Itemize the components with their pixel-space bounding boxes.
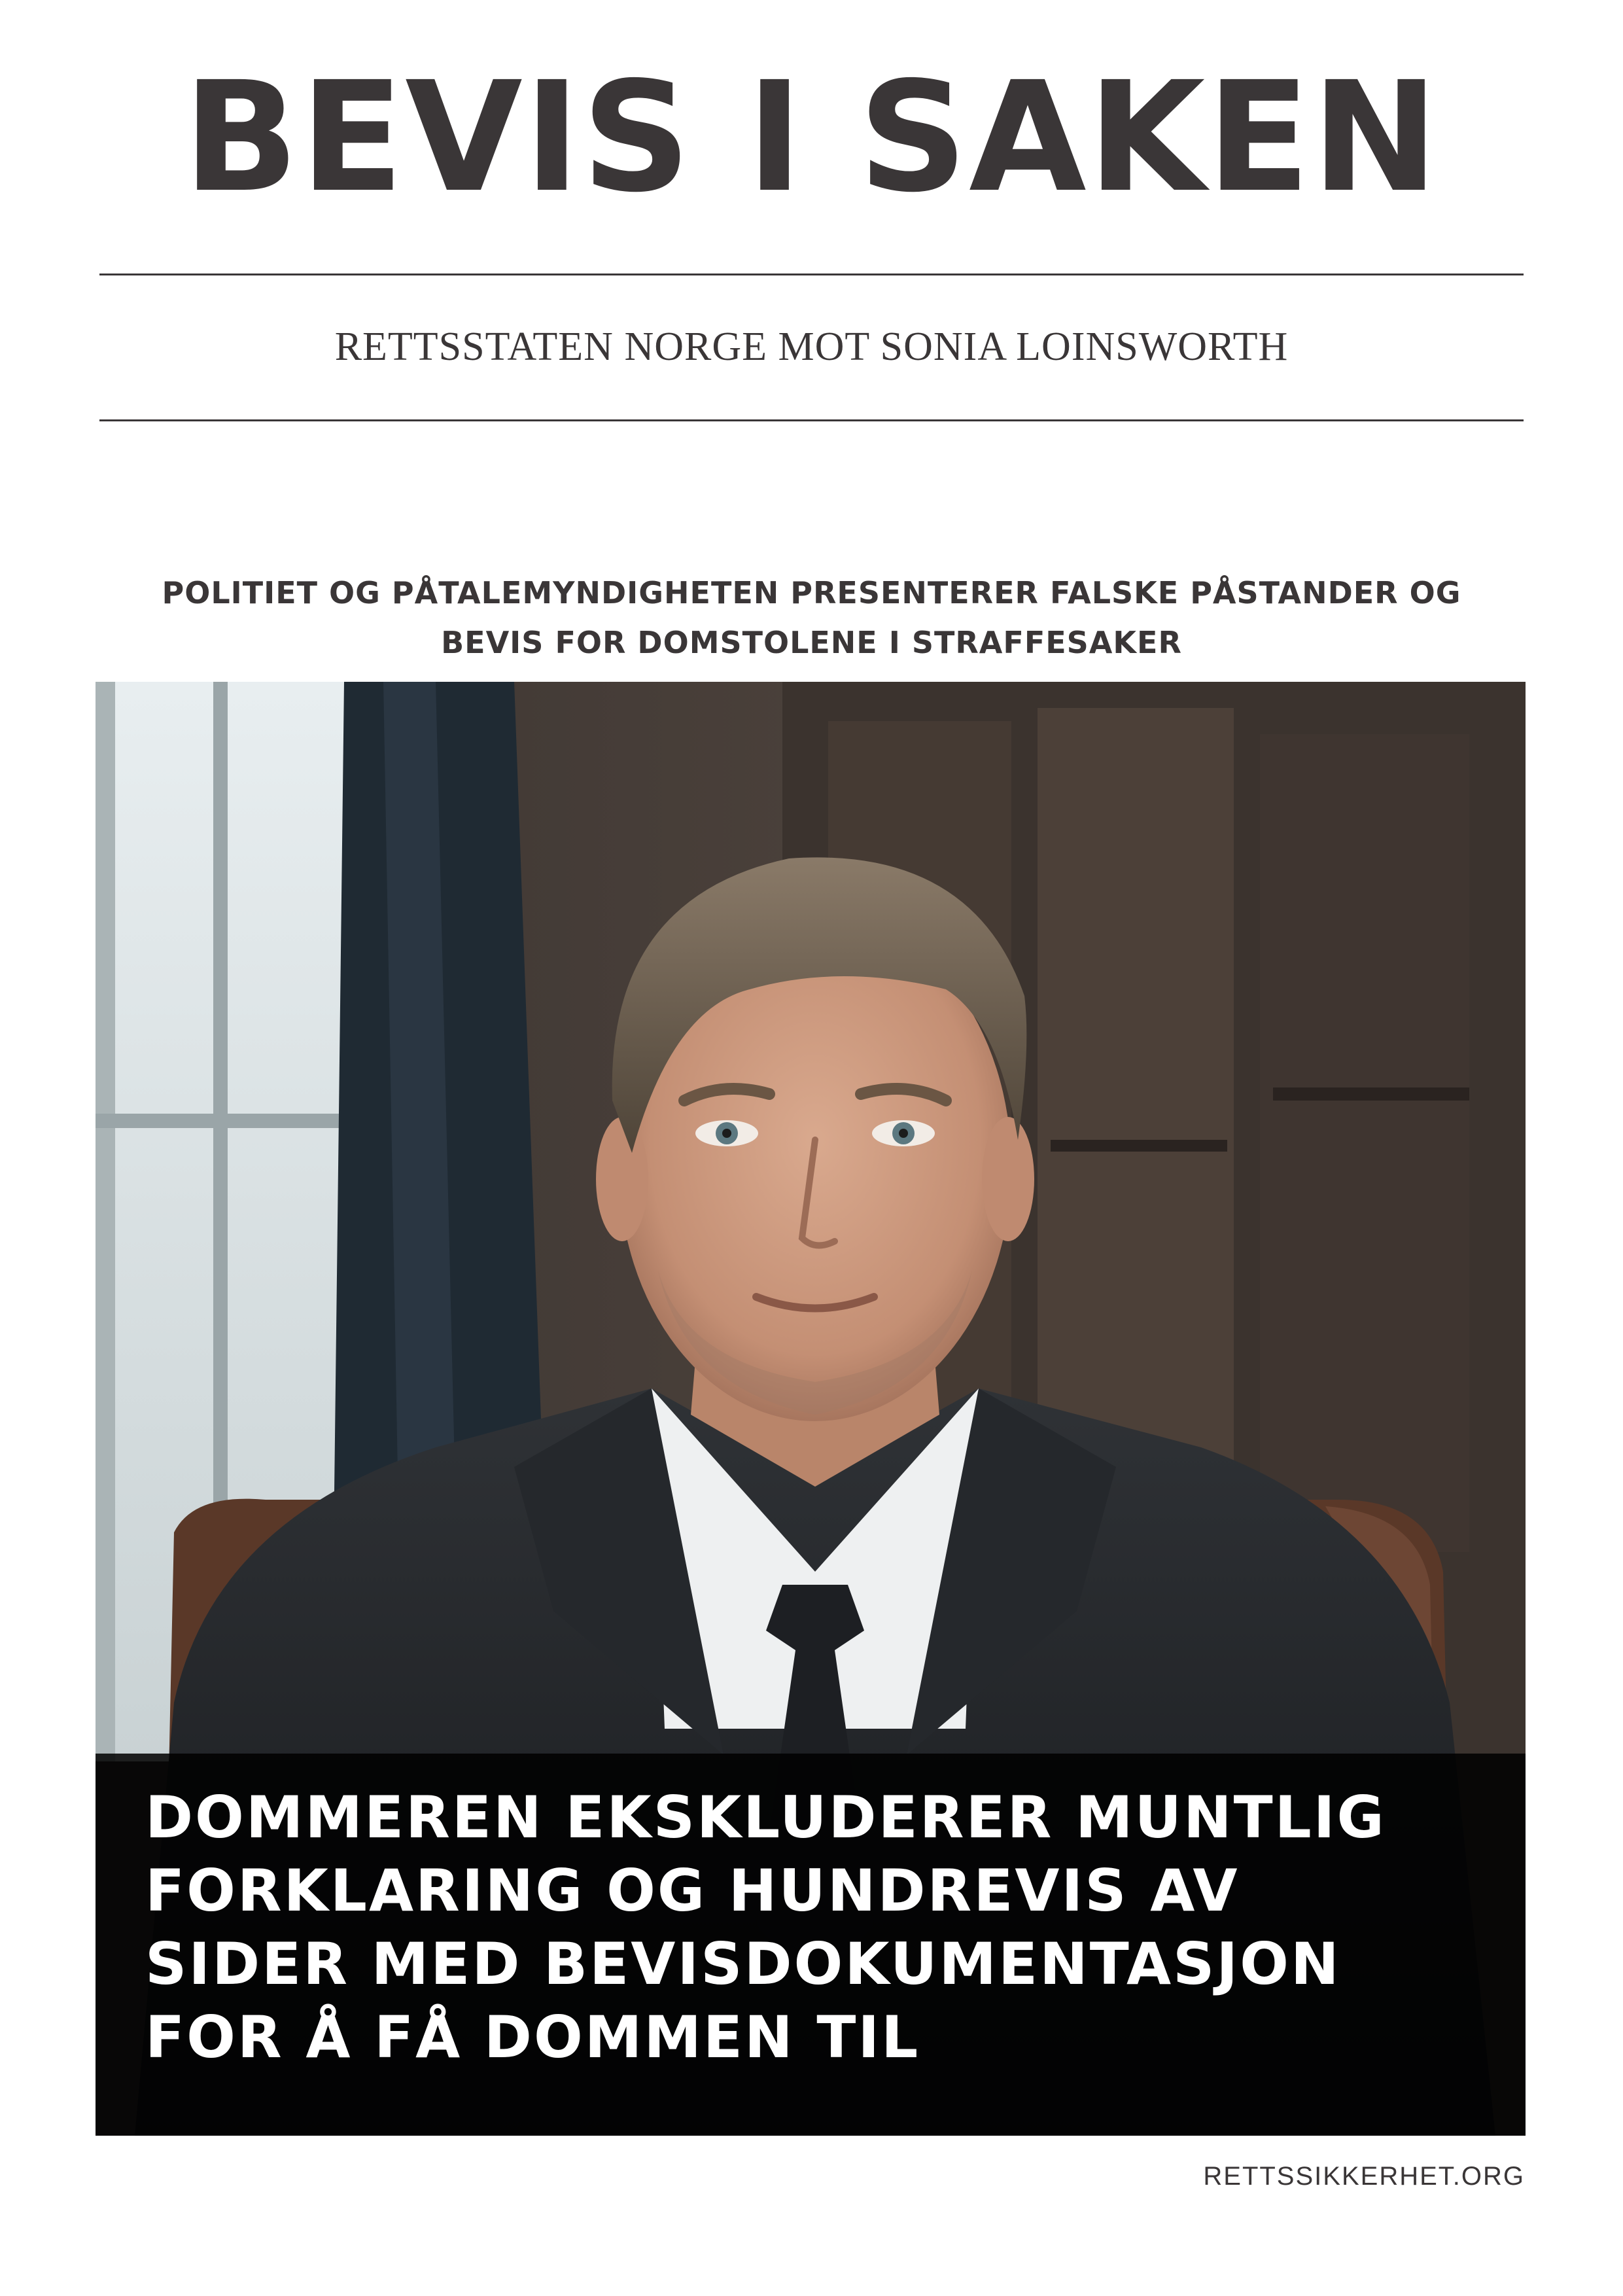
divider-top <box>99 274 1524 275</box>
caption-line-2: FORKLARING OG HUNDREVIS AV <box>145 1857 1240 1924</box>
website-link[interactable]: RETTSSIKKERHET.ORG <box>1203 2162 1525 2191</box>
case-subtitle: RETTSSTATEN NORGE MOT SONIA LOINSWORTH <box>334 325 1289 369</box>
page-title: BEVIS I SAKEN <box>183 49 1440 226</box>
photo-caption <box>145 1781 1493 2074</box>
judge-portrait-photo <box>96 682 1526 2136</box>
divider-bottom <box>99 419 1524 421</box>
lead-line-1: POLITIET OG PÅTALEMYNDIGHETEN PRESENTERER FALSKE PÅSTANDER OG <box>162 575 1461 610</box>
caption-line-1: DOMMEREN EKSKLUDERER MUNTLIG <box>145 1784 1386 1851</box>
caption-line-4: FOR Å FÅ DOMMEN TIL <box>145 2004 920 2071</box>
caption-line-3: SIDER MED BEVISDOKUMENTASJON <box>145 1930 1341 1998</box>
lead-text <box>99 568 1524 667</box>
lead-line-2: BEVIS FOR DOMSTOLENE I STRAFFESAKER <box>441 625 1182 660</box>
